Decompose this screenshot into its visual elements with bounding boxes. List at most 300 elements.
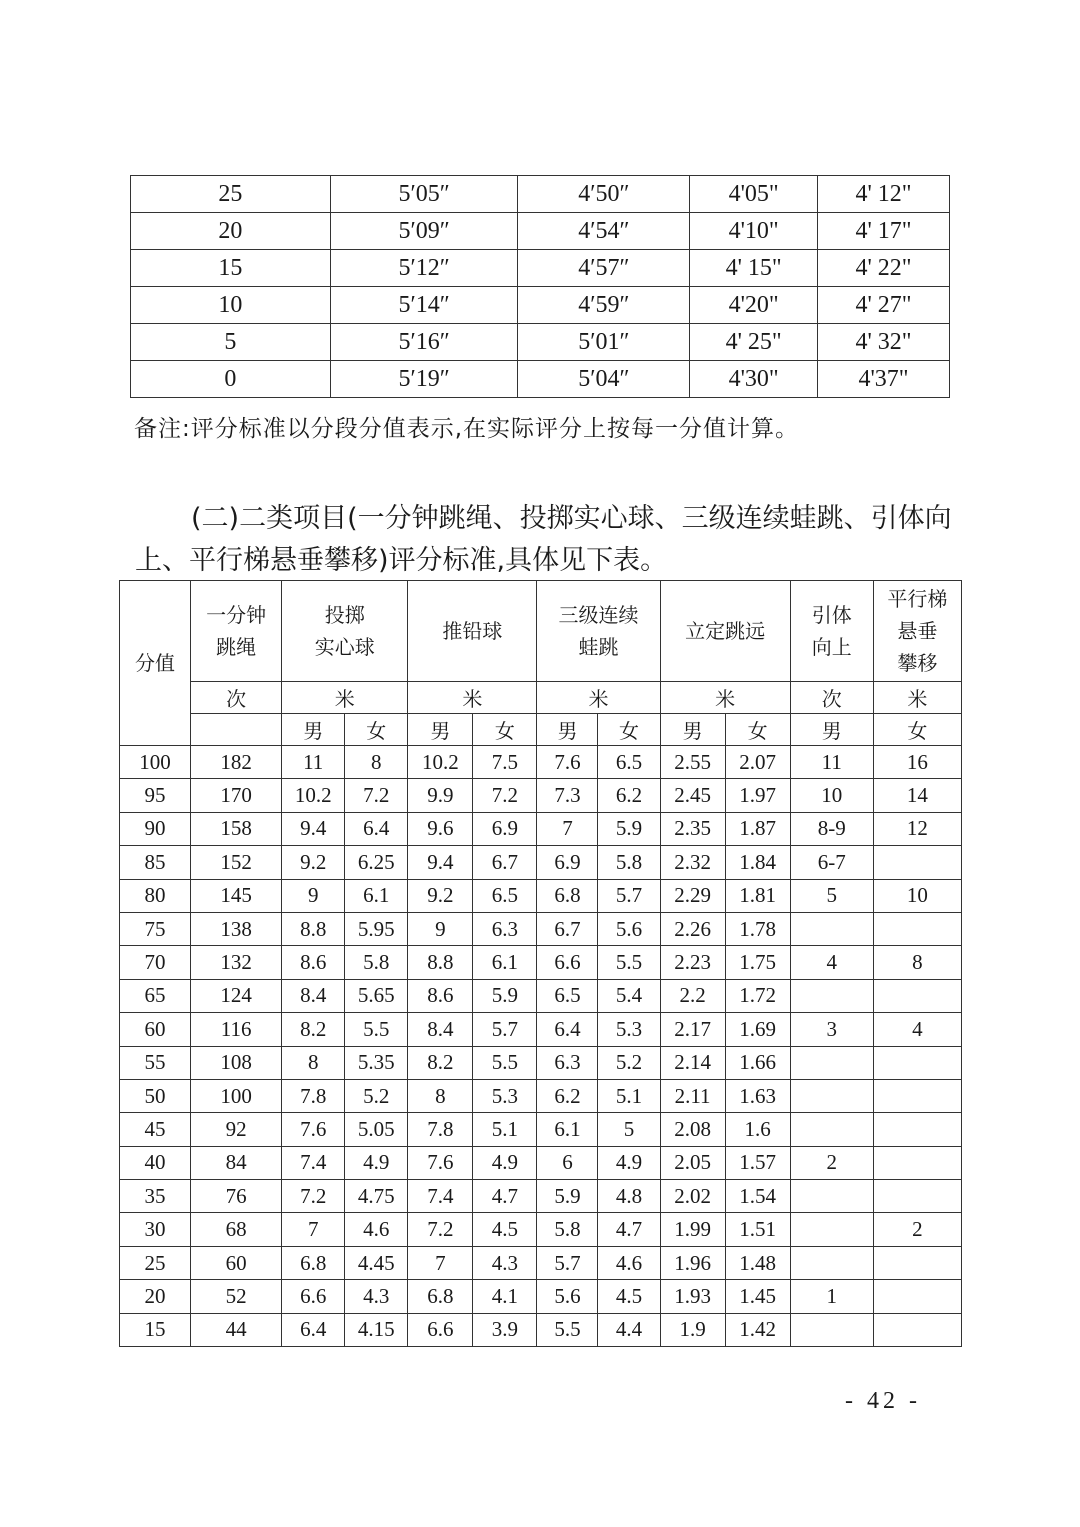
table-cell — [790, 979, 873, 1012]
table-cell: 6.7 — [473, 846, 537, 879]
table-cell: 11 — [282, 746, 345, 779]
table-cell — [873, 1113, 961, 1146]
table-cell: 4.7 — [598, 1213, 660, 1246]
table-cell: 6.3 — [473, 912, 537, 945]
table-cell: 4.5 — [598, 1280, 660, 1313]
sex-cell: 男 — [660, 714, 725, 746]
table-cell: 6 — [537, 1146, 598, 1179]
table-cell: 4′54″ — [518, 213, 690, 250]
table-cell: 6.1 — [473, 946, 537, 979]
table-cell: 4.8 — [598, 1180, 660, 1213]
table-cell: 2.55 — [660, 746, 725, 779]
table-cell: 5′12″ — [330, 250, 518, 287]
table-cell: 12 — [873, 812, 961, 845]
table-cell: 16 — [873, 746, 961, 779]
table-cell: 2.02 — [660, 1180, 725, 1213]
table-cell: 8.2 — [282, 1013, 345, 1046]
table-cell: 50 — [120, 1079, 191, 1112]
table-row — [131, 287, 950, 324]
table-cell: 170 — [191, 779, 282, 812]
table-row — [131, 324, 950, 361]
table-cell: 6.8 — [282, 1246, 345, 1279]
table-cell: 1.78 — [725, 912, 790, 945]
table-cell: 55 — [120, 1046, 191, 1079]
section-heading: (二)二类项目(一分钟跳绳、投掷实心球、三级连续蛙跳、引体向上、平行梯悬垂攀移)评分标准,具体见下表。 — [135, 503, 952, 576]
table-cell: 5′05″ — [330, 176, 518, 213]
table-cell: 7.2 — [282, 1180, 345, 1213]
table-cell: 1.81 — [725, 879, 790, 912]
table-cell: 5.2 — [598, 1046, 660, 1079]
table-cell: 7.5 — [473, 746, 537, 779]
page-number: - 42 - — [845, 1388, 921, 1414]
table-cell: 4' 27" — [818, 287, 950, 324]
table-cell: 7.6 — [537, 746, 598, 779]
table-row — [120, 1213, 962, 1246]
table-cell: 40 — [120, 1146, 191, 1179]
table-cell: 5.95 — [345, 912, 408, 945]
table-cell: 3.9 — [473, 1313, 537, 1346]
table-cell: 5.4 — [598, 979, 660, 1012]
table-cell: 2.2 — [660, 979, 725, 1012]
table-cell: 5.5 — [345, 1013, 408, 1046]
table-cell: 15 — [120, 1313, 191, 1346]
table-cell — [790, 1246, 873, 1279]
table-cell — [873, 846, 961, 879]
table-cell: 7.6 — [408, 1146, 473, 1179]
table-cell: 1.63 — [725, 1079, 790, 1112]
header-row-sex — [120, 714, 962, 746]
table-cell: 2.07 — [725, 746, 790, 779]
category-two-table-body — [120, 581, 962, 1347]
header-parallel-ladder: 平行梯 悬垂 攀移 — [873, 581, 961, 682]
sex-cell: 女 — [345, 714, 408, 746]
table-cell: 2.29 — [660, 879, 725, 912]
table-cell — [790, 1313, 873, 1346]
table-row — [120, 1046, 962, 1079]
table-cell: 4 — [873, 1013, 961, 1046]
table-cell: 9.9 — [408, 779, 473, 812]
unit-cell: 米 — [660, 682, 790, 714]
table-cell: 70 — [120, 946, 191, 979]
table-cell: 5.9 — [537, 1180, 598, 1213]
table-cell: 132 — [191, 946, 282, 979]
table-note: 备注:评分标准以分段分值表示,在实际评分上按每一分值计算。 — [134, 416, 800, 442]
table-cell: 1.66 — [725, 1046, 790, 1079]
table-cell: 4′59″ — [518, 287, 690, 324]
table-cell: 5.9 — [473, 979, 537, 1012]
table-cell: 100 — [120, 746, 191, 779]
table-cell: 2.08 — [660, 1113, 725, 1146]
table-row — [120, 846, 962, 879]
table-cell: 8.8 — [282, 912, 345, 945]
table-cell: 6.4 — [345, 812, 408, 845]
table-cell: 5.3 — [473, 1079, 537, 1112]
table-cell: 7.6 — [282, 1113, 345, 1146]
table-cell: 44 — [191, 1313, 282, 1346]
table-cell: 8 — [873, 946, 961, 979]
table-cell: 4' 32" — [818, 324, 950, 361]
table-cell: 2.45 — [660, 779, 725, 812]
sex-cell: 女 — [725, 714, 790, 746]
table-cell: 25 — [120, 1246, 191, 1279]
table-row — [120, 879, 962, 912]
unit-cell: 米 — [873, 682, 961, 714]
table-cell: 4.4 — [598, 1313, 660, 1346]
table-cell: 9 — [408, 912, 473, 945]
sex-cell: 男 — [790, 714, 873, 746]
table-cell: 9.2 — [282, 846, 345, 879]
table-cell — [873, 1246, 961, 1279]
table-cell: 116 — [191, 1013, 282, 1046]
score-table-top-body — [131, 176, 950, 398]
table-row — [131, 176, 950, 213]
table-cell: 5 — [131, 324, 331, 361]
table-cell: 2 — [790, 1146, 873, 1179]
table-cell: 182 — [191, 746, 282, 779]
table-cell: 138 — [191, 912, 282, 945]
table-cell: 8.2 — [408, 1046, 473, 1079]
table-cell: 15 — [131, 250, 331, 287]
sex-cell: 男 — [282, 714, 345, 746]
table-cell: 85 — [120, 846, 191, 879]
table-cell: 4.3 — [345, 1280, 408, 1313]
table-cell: 2.23 — [660, 946, 725, 979]
table-cell: 80 — [120, 879, 191, 912]
table-cell: 5′19″ — [330, 361, 518, 398]
table-cell — [873, 1280, 961, 1313]
table-cell: 10 — [131, 287, 331, 324]
table-cell: 8.4 — [408, 1013, 473, 1046]
table-cell: 14 — [873, 779, 961, 812]
table-cell — [790, 1046, 873, 1079]
table-cell: 10 — [873, 879, 961, 912]
table-cell: 5.6 — [537, 1280, 598, 1313]
table-cell: 5.1 — [473, 1113, 537, 1146]
table-cell: 5.5 — [537, 1313, 598, 1346]
table-cell: 1.9 — [660, 1313, 725, 1346]
table-cell: 8-9 — [790, 812, 873, 845]
table-cell: 6.2 — [537, 1079, 598, 1112]
table-cell: 8 — [408, 1079, 473, 1112]
table-cell: 6.7 — [537, 912, 598, 945]
header-medicine-ball: 投掷 实心球 — [282, 581, 408, 682]
table-cell: 2.35 — [660, 812, 725, 845]
header-row-units — [120, 682, 962, 714]
table-row — [120, 779, 962, 812]
table-cell: 90 — [120, 812, 191, 845]
table-row — [120, 1246, 962, 1279]
table-cell: 5′09″ — [330, 213, 518, 250]
unit-cell: 米 — [282, 682, 408, 714]
table-cell: 9.4 — [408, 846, 473, 879]
table-cell: 5.35 — [345, 1046, 408, 1079]
table-cell: 4' 12" — [818, 176, 950, 213]
table-cell: 6.5 — [598, 746, 660, 779]
table-cell: 1.6 — [725, 1113, 790, 1146]
table-cell: 10.2 — [282, 779, 345, 812]
table-cell: 6.5 — [473, 879, 537, 912]
table-cell: 5.3 — [598, 1013, 660, 1046]
table-cell: 3 — [790, 1013, 873, 1046]
table-cell: 100 — [191, 1079, 282, 1112]
table-cell: 60 — [120, 1013, 191, 1046]
score-table-top — [130, 175, 950, 398]
table-cell: 4.6 — [345, 1213, 408, 1246]
sex-cell: 女 — [598, 714, 660, 746]
table-cell: 10.2 — [408, 746, 473, 779]
table-cell: 4′57″ — [518, 250, 690, 287]
table-cell: 1.57 — [725, 1146, 790, 1179]
table-cell: 4'20" — [690, 287, 818, 324]
table-cell — [790, 1079, 873, 1112]
table-cell: 2 — [873, 1213, 961, 1246]
table-cell: 4.45 — [345, 1246, 408, 1279]
table-cell: 8 — [282, 1046, 345, 1079]
table-cell: 6.2 — [598, 779, 660, 812]
table-cell: 35 — [120, 1180, 191, 1213]
table-cell: 20 — [120, 1280, 191, 1313]
table-cell: 1.97 — [725, 779, 790, 812]
table-cell: 75 — [120, 912, 191, 945]
table-cell: 7.2 — [408, 1213, 473, 1246]
table-cell: 5.8 — [345, 946, 408, 979]
table-cell: 8 — [345, 746, 408, 779]
header-standing-long-jump: 立定跳远 — [660, 581, 790, 682]
table-cell — [790, 1213, 873, 1246]
table-cell: 76 — [191, 1180, 282, 1213]
table-cell: 4'05" — [690, 176, 818, 213]
table-cell: 7.8 — [408, 1113, 473, 1146]
table-cell: 1.75 — [725, 946, 790, 979]
header-row-items — [120, 581, 962, 682]
table-cell: 1.87 — [725, 812, 790, 845]
table-cell: 52 — [191, 1280, 282, 1313]
table-cell: 1.51 — [725, 1213, 790, 1246]
table-row — [120, 912, 962, 945]
table-row — [120, 1079, 962, 1112]
table-row — [120, 1113, 962, 1146]
unit-cell: 次 — [191, 682, 282, 714]
table-row — [120, 1146, 962, 1179]
table-cell: 4' 15" — [690, 250, 818, 287]
table-cell: 7 — [537, 812, 598, 845]
table-cell: 7 — [282, 1213, 345, 1246]
table-cell: 7.4 — [408, 1180, 473, 1213]
table-cell: 5′14″ — [330, 287, 518, 324]
table-cell: 2.32 — [660, 846, 725, 879]
table-cell: 5.2 — [345, 1079, 408, 1112]
table-cell: 1 — [790, 1280, 873, 1313]
table-cell: 6.1 — [345, 879, 408, 912]
table-cell: 5.8 — [598, 846, 660, 879]
table-cell: 6.3 — [537, 1046, 598, 1079]
table-cell: 4'30" — [690, 361, 818, 398]
table-cell: 1.69 — [725, 1013, 790, 1046]
table-cell: 1.84 — [725, 846, 790, 879]
table-cell: 1.72 — [725, 979, 790, 1012]
header-frog-jump: 三级连续 蛙跳 — [537, 581, 660, 682]
table-cell — [873, 1046, 961, 1079]
table-cell: 84 — [191, 1146, 282, 1179]
table-row — [120, 1180, 962, 1213]
table-cell — [790, 912, 873, 945]
sex-cell: 男 — [537, 714, 598, 746]
table-cell: 1.45 — [725, 1280, 790, 1313]
table-cell: 7.2 — [345, 779, 408, 812]
table-cell: 4.3 — [473, 1246, 537, 1279]
table-cell: 5′04″ — [518, 361, 690, 398]
table-cell: 5.5 — [473, 1046, 537, 1079]
sex-cell: 女 — [473, 714, 537, 746]
table-cell: 145 — [191, 879, 282, 912]
table-cell: 6.1 — [537, 1113, 598, 1146]
table-cell: 2.26 — [660, 912, 725, 945]
table-cell: 6.4 — [537, 1013, 598, 1046]
table-cell — [873, 1180, 961, 1213]
table-row — [131, 250, 950, 287]
table-cell: 5.8 — [537, 1213, 598, 1246]
table-cell: 4.15 — [345, 1313, 408, 1346]
header-rope-skipping: 一分钟 跳绳 — [191, 581, 282, 682]
table-cell: 7 — [408, 1246, 473, 1279]
header-score: 分值 — [120, 581, 191, 746]
table-cell: 7.8 — [282, 1079, 345, 1112]
table-cell: 5 — [598, 1113, 660, 1146]
table-cell: 9.4 — [282, 812, 345, 845]
table-cell: 152 — [191, 846, 282, 879]
category-two-score-table — [119, 580, 962, 1347]
table-cell: 30 — [120, 1213, 191, 1246]
table-cell — [873, 1313, 961, 1346]
table-cell: 7.3 — [537, 779, 598, 812]
table-cell: 2.17 — [660, 1013, 725, 1046]
table-row — [120, 746, 962, 779]
table-cell: 6.25 — [345, 846, 408, 879]
table-cell: 92 — [191, 1113, 282, 1146]
table-cell: 4 — [790, 946, 873, 979]
table-cell: 6.6 — [537, 946, 598, 979]
table-cell: 20 — [131, 213, 331, 250]
table-cell: 8.6 — [408, 979, 473, 1012]
table-cell: 68 — [191, 1213, 282, 1246]
table-cell: 5.7 — [598, 879, 660, 912]
table-cell — [873, 912, 961, 945]
table-cell: 6.4 — [282, 1313, 345, 1346]
sex-cell: 男 — [408, 714, 473, 746]
table-cell: 4'37" — [818, 361, 950, 398]
table-cell: 5.5 — [598, 946, 660, 979]
table-cell: 4.5 — [473, 1213, 537, 1246]
table-cell — [790, 1180, 873, 1213]
header-pull-up: 引体 向上 — [790, 581, 873, 682]
table-row — [131, 361, 950, 398]
table-cell: 0 — [131, 361, 331, 398]
table-cell: 5.05 — [345, 1113, 408, 1146]
table-cell: 8.8 — [408, 946, 473, 979]
table-cell: 6.8 — [537, 879, 598, 912]
table-cell: 5.1 — [598, 1079, 660, 1112]
table-cell: 25 — [131, 176, 331, 213]
table-cell: 9.2 — [408, 879, 473, 912]
table-cell: 9 — [282, 879, 345, 912]
table-cell: 4′50″ — [518, 176, 690, 213]
table-cell: 5.6 — [598, 912, 660, 945]
table-row — [131, 213, 950, 250]
table-cell: 4' 17" — [818, 213, 950, 250]
table-row — [120, 946, 962, 979]
table-cell: 6.5 — [537, 979, 598, 1012]
table-cell: 65 — [120, 979, 191, 1012]
table-cell: 7.4 — [282, 1146, 345, 1179]
table-cell: 4'10" — [690, 213, 818, 250]
table-cell: 2.05 — [660, 1146, 725, 1179]
table-cell: 4.9 — [473, 1146, 537, 1179]
table-cell: 6.8 — [408, 1280, 473, 1313]
table-cell: 2.14 — [660, 1046, 725, 1079]
table-cell: 5.7 — [537, 1246, 598, 1279]
table-cell: 158 — [191, 812, 282, 845]
table-cell: 6.9 — [537, 846, 598, 879]
unit-cell: 米 — [537, 682, 660, 714]
table-cell: 10 — [790, 779, 873, 812]
table-cell — [873, 1079, 961, 1112]
table-cell: 5′01″ — [518, 324, 690, 361]
table-cell: 4.9 — [345, 1146, 408, 1179]
table-cell: 4' 25" — [690, 324, 818, 361]
table-cell: 6.6 — [282, 1280, 345, 1313]
table-cell: 95 — [120, 779, 191, 812]
table-cell: 4.9 — [598, 1146, 660, 1179]
table-cell: 6.9 — [473, 812, 537, 845]
table-cell: 11 — [790, 746, 873, 779]
table-cell: 2.11 — [660, 1079, 725, 1112]
table-cell: 5.65 — [345, 979, 408, 1012]
table-cell: 1.96 — [660, 1246, 725, 1279]
table-cell — [873, 1146, 961, 1179]
table-cell: 4' 22" — [818, 250, 950, 287]
table-cell: 60 — [191, 1246, 282, 1279]
table-cell: 1.54 — [725, 1180, 790, 1213]
table-cell: 4.1 — [473, 1280, 537, 1313]
table-cell: 5.7 — [473, 1013, 537, 1046]
table-cell: 124 — [191, 979, 282, 1012]
table-cell — [873, 979, 961, 1012]
table-cell: 4.6 — [598, 1246, 660, 1279]
table-cell: 1.48 — [725, 1246, 790, 1279]
sex-cell: 女 — [873, 714, 961, 746]
table-cell: 6-7 — [790, 846, 873, 879]
table-cell: 1.93 — [660, 1280, 725, 1313]
unit-cell: 次 — [790, 682, 873, 714]
table-cell: 7.2 — [473, 779, 537, 812]
table-cell: 8.6 — [282, 946, 345, 979]
table-cell: 1.42 — [725, 1313, 790, 1346]
table-cell: 8.4 — [282, 979, 345, 1012]
table-row — [120, 812, 962, 845]
table-cell: 5 — [790, 879, 873, 912]
table-cell: 9.6 — [408, 812, 473, 845]
table-row — [120, 1013, 962, 1046]
table-cell: 5.9 — [598, 812, 660, 845]
table-row — [120, 1313, 962, 1346]
table-cell: 5′16″ — [330, 324, 518, 361]
table-row — [120, 1280, 962, 1313]
sex-cell-empty — [191, 714, 282, 746]
table-row — [120, 979, 962, 1012]
table-cell: 45 — [120, 1113, 191, 1146]
table-cell: 108 — [191, 1046, 282, 1079]
header-shot-put: 推铅球 — [408, 581, 537, 682]
